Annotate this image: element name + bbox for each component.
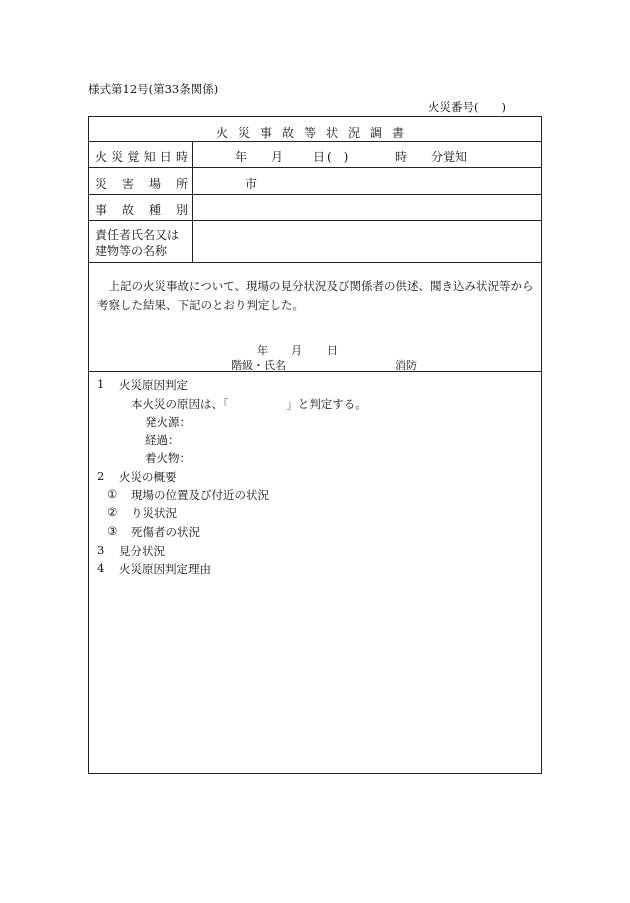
rule-row3-bottom [89, 220, 541, 221]
signature-month[interactable]: 月 [291, 344, 302, 357]
section-1-ignition-source[interactable]: 発火源： [145, 415, 191, 429]
section-2-3-mark: ③ [107, 524, 118, 538]
rule-row4-bottom [89, 262, 541, 263]
section-2-3-text: 死傷者の状況 [131, 525, 200, 539]
fire-number-field[interactable]: 火災番号( ) [428, 100, 506, 114]
statement-text: 上記の火災事故について、現場の見分状況及び関係者の供述、聞き込み状況等から 考察した結果、下記のとおり判定した。 [97, 279, 534, 312]
section-2-1-text: 現場の位置及び付近の状況 [131, 488, 269, 502]
discovery-weekday[interactable]: ( ) [327, 150, 349, 164]
label-building-name: 建物等の名称 [95, 244, 168, 258]
section-2-2-mark: ② [107, 505, 118, 519]
location-city-field[interactable]: 市 [245, 177, 258, 191]
signature-year[interactable]: 年 [257, 344, 268, 357]
section-1-process[interactable]: 経過： [145, 433, 180, 447]
section-1-judgment-text[interactable]: 本火災の原因は、「 」と判定する。 [131, 397, 367, 411]
section-2-2-text: り災状況 [131, 506, 177, 520]
section-4-title: 火災原因判定理由 [119, 562, 211, 576]
section-1-first-fuel[interactable]: 着火物： [145, 451, 191, 465]
rule-row1-bottom [89, 167, 541, 168]
label-responsible-person: 責任者氏名又は [95, 228, 180, 242]
section-3-number: 3 [97, 543, 105, 557]
section-2-number: 2 [97, 469, 105, 483]
rule-statement-bottom [89, 371, 541, 372]
rule-title-bottom [89, 141, 541, 142]
signature-day[interactable]: 日 [327, 344, 338, 357]
rule-label-column [192, 141, 193, 262]
form-title: 火災事故等状況調書 [215, 126, 414, 140]
section-2-title: 火災の概要 [119, 470, 177, 484]
discovery-year[interactable]: 年 [235, 150, 248, 164]
section-2-1-mark: ① [107, 487, 118, 501]
signature-rank-name[interactable]: 階級・氏名 [231, 359, 286, 372]
discovery-minute[interactable]: 分覚知 [431, 150, 468, 164]
judgment-reason-area[interactable] [93, 579, 537, 767]
accident-type-field[interactable] [195, 197, 539, 217]
fire-accident-report-form [88, 116, 542, 774]
section-4-number: 4 [97, 561, 105, 575]
section-1-number: 1 [97, 377, 105, 391]
rule-row2-bottom [89, 194, 541, 195]
discovery-hour[interactable]: 時 [395, 150, 408, 164]
label-disaster-location: 災 害 場 所 [95, 177, 188, 191]
signature-fire-dept: 消防 [395, 359, 417, 372]
label-fire-discovery-time: 火 災 覚 知 日 時 [95, 150, 188, 164]
label-accident-type: 事 故 種 別 [95, 203, 188, 217]
discovery-day[interactable]: 日 [313, 150, 326, 164]
responsible-person-field[interactable] [195, 223, 539, 259]
section-3-title: 見分状況 [119, 544, 165, 558]
discovery-month[interactable]: 月 [271, 150, 284, 164]
section-1-title: 火災原因判定 [119, 378, 188, 392]
form-number: 様式第12号(第33条関係) [88, 82, 219, 96]
